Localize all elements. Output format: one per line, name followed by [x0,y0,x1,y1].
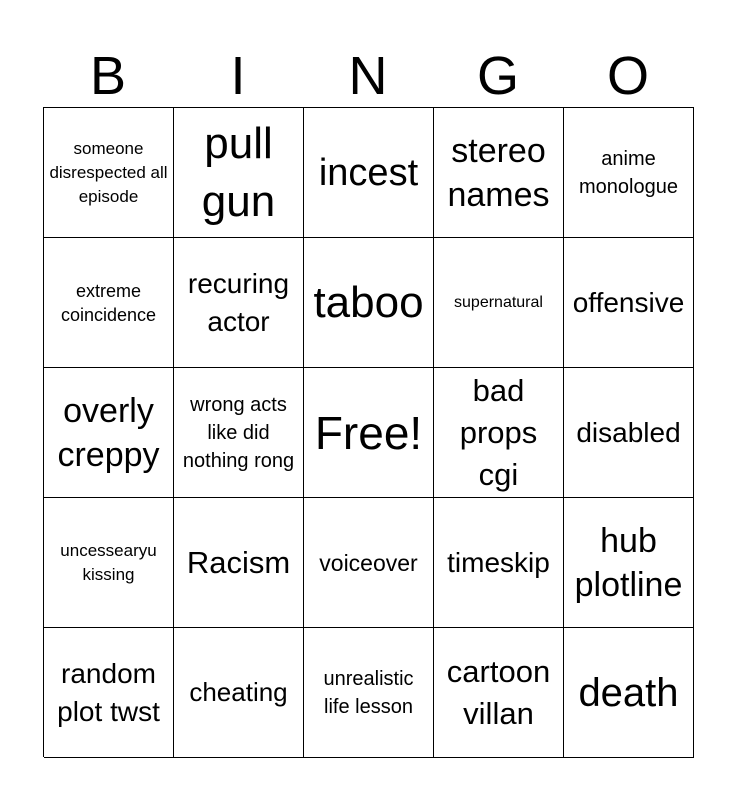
cell-label: uncessearyu kissing [60,540,157,584]
bingo-header [43,44,693,108]
cell-label: anime monologue [579,147,678,198]
bingo-cell-4-1[interactable] [44,498,174,628]
cell-label: hub plotline [574,521,683,604]
cell-label: recuring actor [187,267,290,337]
cell-label: incest [318,151,419,194]
cell-label: someone disrespected all episode [49,138,168,206]
cell-label: supernatural [454,293,543,311]
cell-label: cartoon villan [446,653,551,731]
bingo-cell-1-1[interactable] [44,108,174,238]
bingo-cell-4-3[interactable] [304,498,434,628]
cell-label: death [578,670,679,715]
header-letter-n: N [348,46,388,106]
bingo-cell-2-3[interactable] [304,238,434,368]
cell-label: pull gun [201,118,276,226]
cell-label: disabled [576,416,681,448]
bingo-cell-2-5[interactable] [564,238,694,368]
bingo-cell-3-2[interactable] [174,368,304,498]
bingo-cell-2-1[interactable] [44,238,174,368]
bingo-grid [43,107,694,757]
cell-label: wrong acts like did nothing rong [182,393,295,472]
cell-label: extreme coincidence [60,280,157,325]
cell-label: taboo [313,277,424,327]
bingo-cell-3-1[interactable] [44,368,174,498]
header-letter-b: B [89,46,127,106]
bingo-cell-1-4[interactable] [434,108,564,238]
bingo-cell-5-4[interactable] [434,628,564,758]
cell-label: Racism [186,544,291,580]
cell-label: bad props cgi [459,372,538,492]
bingo-cell-5-1[interactable] [44,628,174,758]
header-letter-i: I [230,46,246,106]
bingo-cell-1-2[interactable] [174,108,304,238]
cell-label: Free! [314,406,423,459]
cell-label: overly creppy [57,391,160,474]
bingo-cell-2-2[interactable] [174,238,304,368]
bingo-cell-4-5[interactable] [564,498,694,628]
bingo-cell-3-5[interactable] [564,368,694,498]
cell-label: cheating [189,677,288,707]
bingo-cell-1-5[interactable] [564,108,694,238]
cell-label: stereo names [447,131,550,214]
header-letter-g: G [476,46,519,106]
bingo-cell-3-4[interactable] [434,368,564,498]
bingo-cell-5-3[interactable] [304,628,434,758]
cell-label: random plot twst [57,657,160,727]
cell-label: unrealistic life lesson [323,667,414,718]
header-letter-o: O [606,46,649,106]
bingo-cell-2-4[interactable] [434,238,564,368]
bingo-cell-5-5[interactable] [564,628,694,758]
cell-label: timeskip [447,546,550,578]
bingo-cell-3-3[interactable] [304,368,434,498]
cell-label: offensive [572,286,685,318]
bingo-cell-5-2[interactable] [174,628,304,758]
bingo-cell-1-3[interactable] [304,108,434,238]
bingo-cell-4-2[interactable] [174,498,304,628]
cell-label: voiceover [319,549,418,576]
bingo-cell-4-4[interactable] [434,498,564,628]
